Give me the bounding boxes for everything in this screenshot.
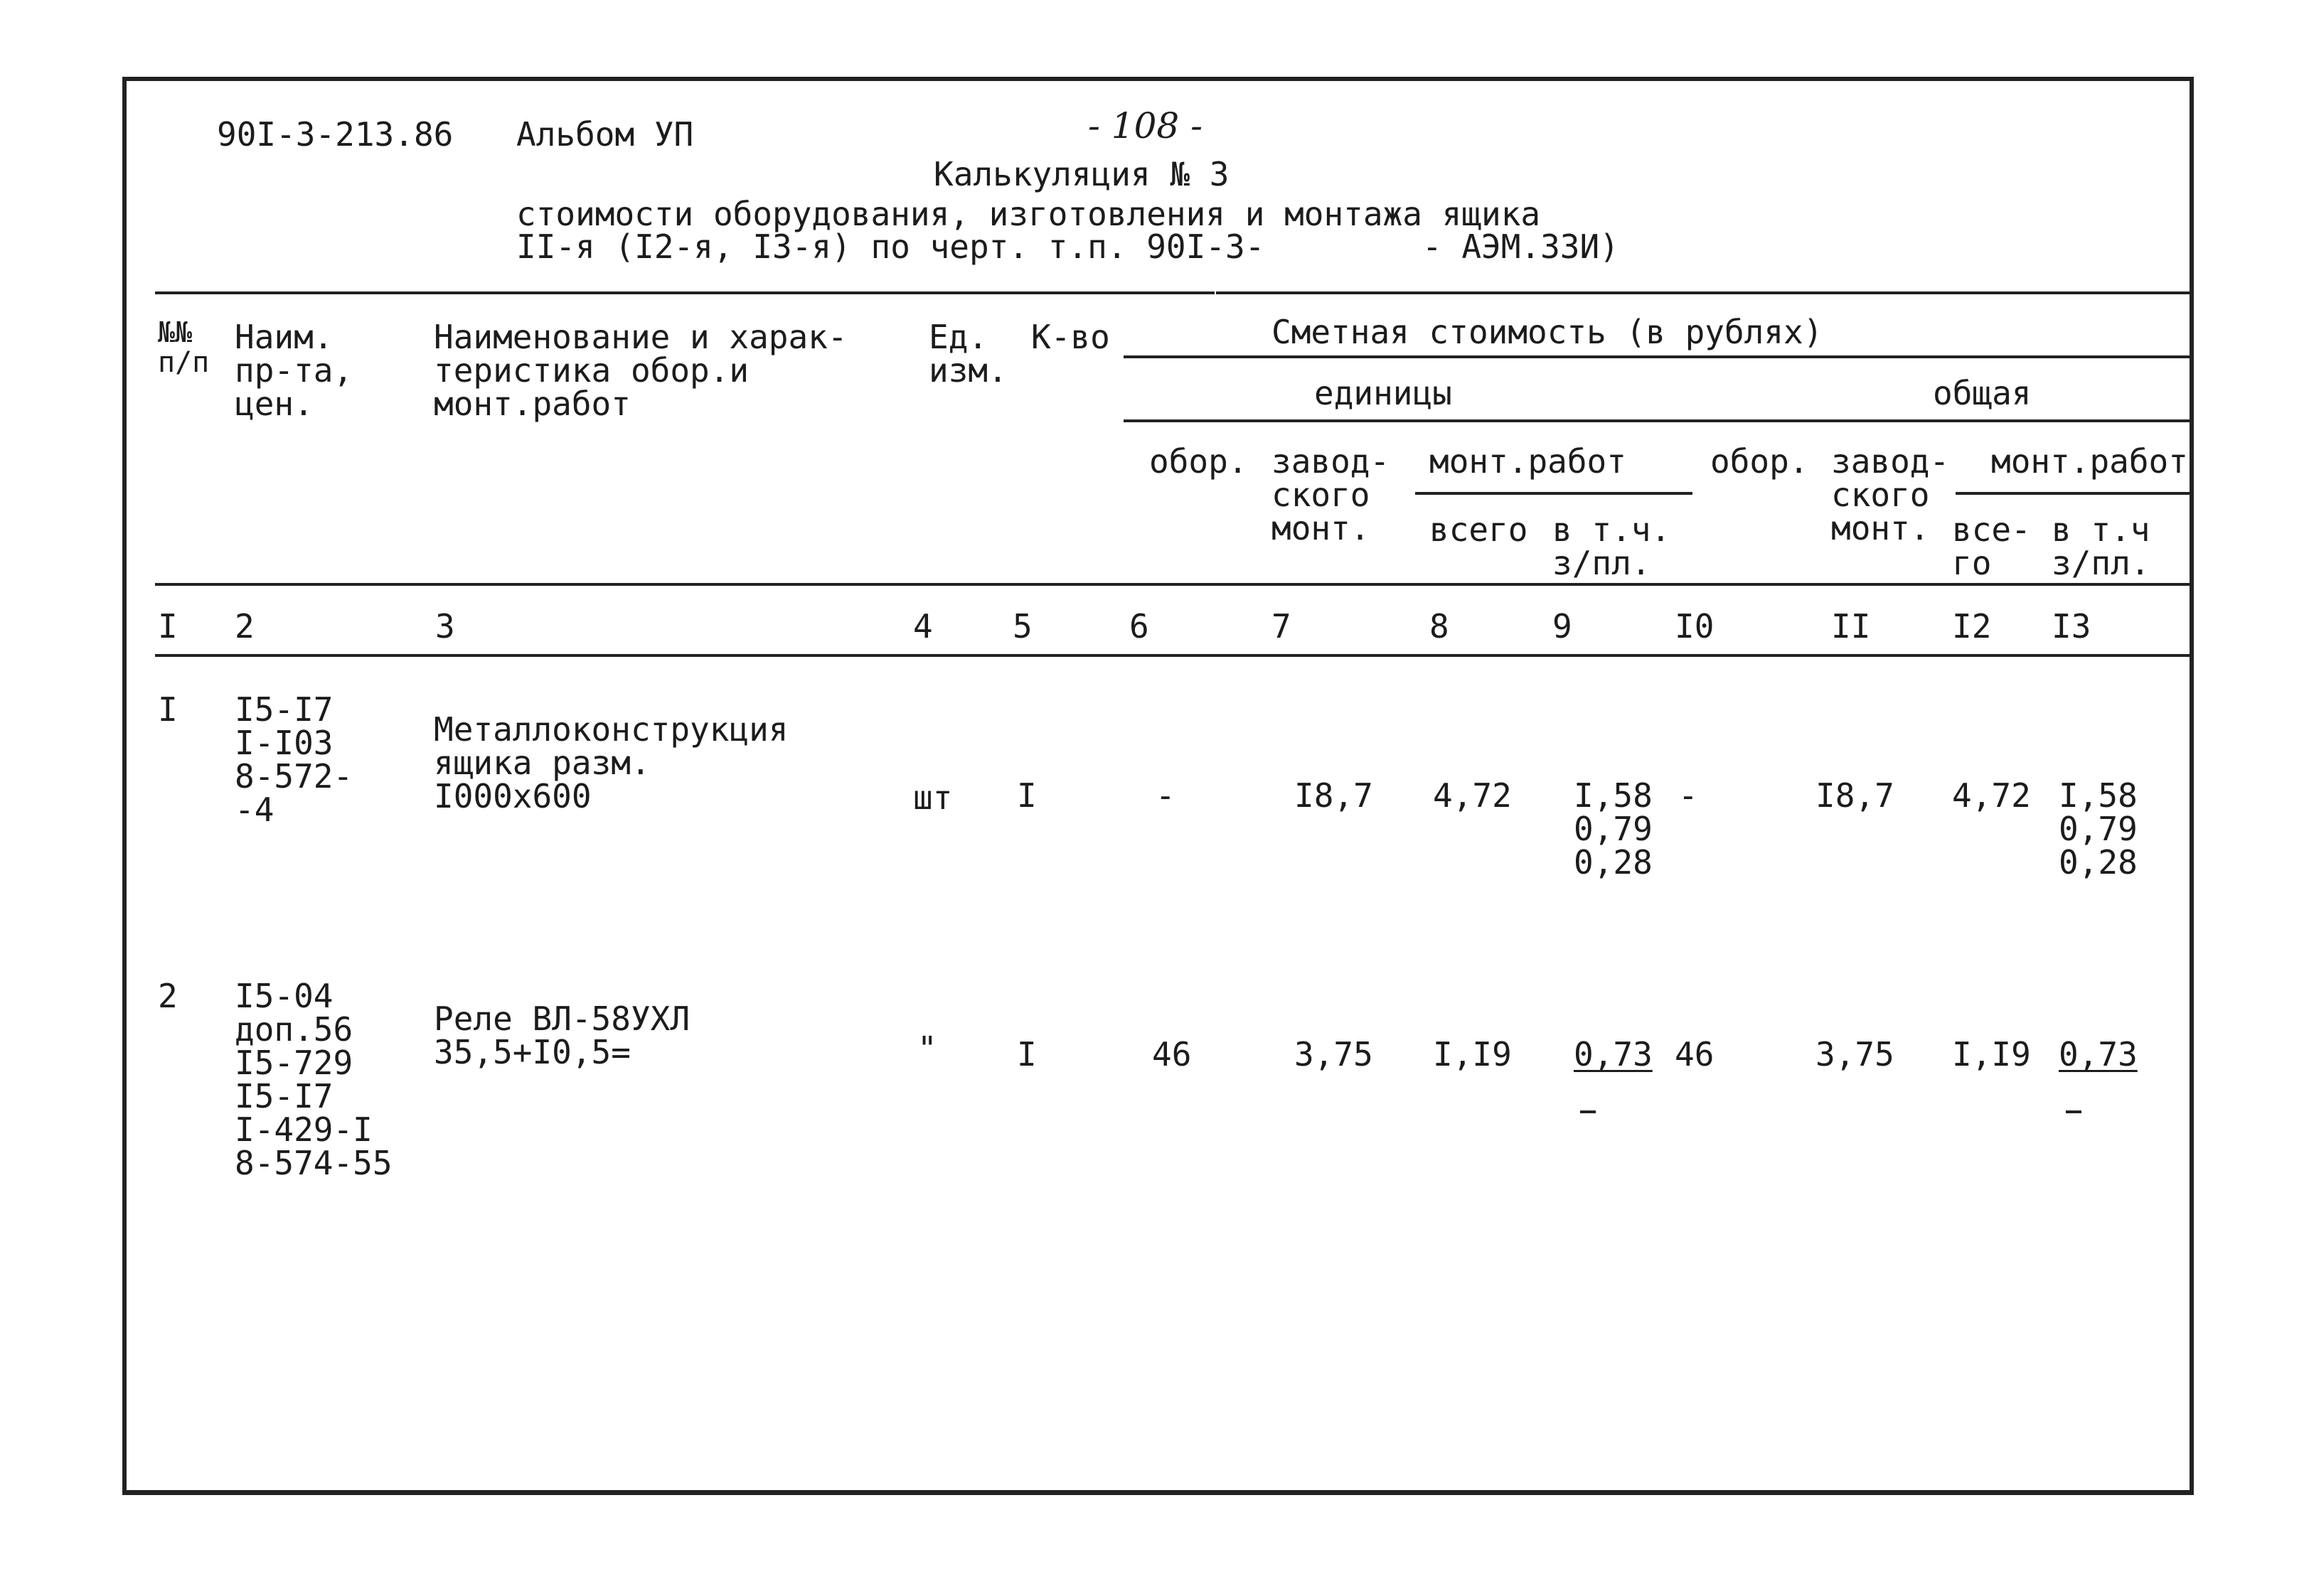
subtitle-line-2: II-я (I2-я, I3-я) по черт. т.п. 90I-3- - АЭМ.33И)	[516, 227, 1619, 266]
table-row-description: Металлоконструкция ящика разм. I000x600	[434, 710, 789, 815]
table-top-rule-right	[1216, 291, 2190, 294]
rule-under-header	[155, 583, 2190, 586]
table-top-rule-left	[155, 291, 1215, 294]
rule-under-cost-group	[1124, 355, 2190, 358]
col-header-quantity: К-во	[1031, 318, 1110, 356]
column-number: I3	[2052, 607, 2091, 646]
table-row-number: I	[158, 690, 178, 729]
document-title: Калькуляция № 3	[934, 155, 1230, 193]
column-number: 5	[1013, 607, 1033, 646]
document-code: 90I-3-213.86	[217, 115, 454, 154]
column-number: I2	[1952, 607, 1992, 646]
column-number: 8	[1429, 607, 1449, 646]
column-number: II	[1831, 607, 1871, 646]
dash-mark	[1580, 1110, 1596, 1113]
table-row-price-codes: I5-04 доп.56 I5-729 I5-I7 I-429-I 8-574-55	[235, 977, 393, 1182]
table-row-total-unit: I,I9	[1433, 1035, 1512, 1073]
table-row-factory-total: 3,75	[1815, 1035, 1894, 1073]
table-row-wages-unit: I,58 0,79 0,28	[1574, 776, 1653, 882]
col-header-description: Наименование и харак- теристика обор.и монт.работ	[434, 318, 848, 423]
col-header-factory-unit: завод- ского монт.	[1271, 442, 1390, 547]
table-row-description: Реле ВЛ-58УХЛ 35,5+I0,5=	[434, 1000, 690, 1071]
album-label: Альбом УП	[516, 115, 694, 154]
column-number: 9	[1552, 607, 1572, 646]
rule-under-column-numbers	[155, 654, 2190, 657]
table-row-quantity: I	[1017, 776, 1037, 815]
rule-under-mont-unit	[1415, 492, 1692, 495]
column-number: 7	[1271, 607, 1291, 646]
column-number: 2	[235, 607, 255, 646]
col-header-wages-unit: в т.ч. з/пл.	[1552, 510, 1671, 582]
column-number: 6	[1129, 607, 1149, 646]
col-header-equipment-unit: обор.	[1149, 442, 1248, 481]
table-row-equipment-unit: -	[1156, 776, 1175, 815]
table-row-total-total: 4,72	[1952, 776, 2031, 815]
page-number: - 108 -	[1088, 105, 1203, 146]
col-header-mounting-total: монт.работ	[1991, 442, 2188, 481]
rule-under-unit-total	[1124, 419, 2190, 422]
dash-mark	[2066, 1110, 2081, 1113]
table-row-total-total: I,I9	[1952, 1035, 2031, 1073]
col-header-price-code: Наим. пр-та, цен.	[235, 318, 353, 423]
col-group-estimated-cost: Сметная стоимость (в рублях)	[1271, 313, 1823, 351]
col-header-equipment-total: обор.	[1710, 442, 1809, 481]
col-group-unit: единицы	[1314, 374, 1452, 412]
subtitle-line-1: стоимости оборудования, изготовления и монтажа ящика	[516, 195, 1541, 233]
table-row-factory-unit: I8,7	[1294, 776, 1373, 815]
table-row-unit: "	[917, 1029, 937, 1068]
table-row-price-codes: I5-I7 I-I03 8-572- -4	[235, 690, 353, 829]
table-row-total-unit: 4,72	[1433, 776, 1512, 815]
table-row-equipment-unit: 46	[1152, 1035, 1192, 1073]
column-number: 4	[913, 607, 933, 646]
col-header-factory-total: завод- ского монт.	[1831, 442, 1950, 547]
col-header-number: №№ п/п	[158, 316, 210, 379]
table-row-wages-total: 0,73	[2059, 1035, 2138, 1073]
col-header-unit: Ед. изм.	[929, 318, 1008, 390]
table-row-factory-unit: 3,75	[1294, 1035, 1373, 1073]
rule-under-mont-total	[1956, 492, 2190, 495]
table-row-wages-total: I,58 0,79 0,28	[2059, 776, 2138, 882]
table-row-quantity: I	[1017, 1035, 1037, 1073]
table-row-unit: шт	[913, 778, 953, 817]
col-header-total-total: все- го	[1952, 510, 2031, 582]
col-header-total-unit: всего	[1429, 510, 1528, 549]
col-header-mounting-unit: монт.работ	[1429, 442, 1626, 481]
table-row-factory-total: I8,7	[1815, 776, 1894, 815]
table-row-number: 2	[158, 977, 178, 1015]
column-number: I0	[1675, 607, 1715, 646]
column-number: I	[158, 607, 178, 646]
col-group-total: общая	[1933, 374, 2032, 412]
table-row-equipment-total: 46	[1675, 1035, 1715, 1073]
table-row-equipment-total: -	[1678, 776, 1698, 815]
col-header-wages-total: в т.ч з/пл.	[2052, 510, 2150, 582]
table-row-wages-unit: 0,73	[1574, 1035, 1653, 1073]
column-number: 3	[435, 607, 455, 646]
